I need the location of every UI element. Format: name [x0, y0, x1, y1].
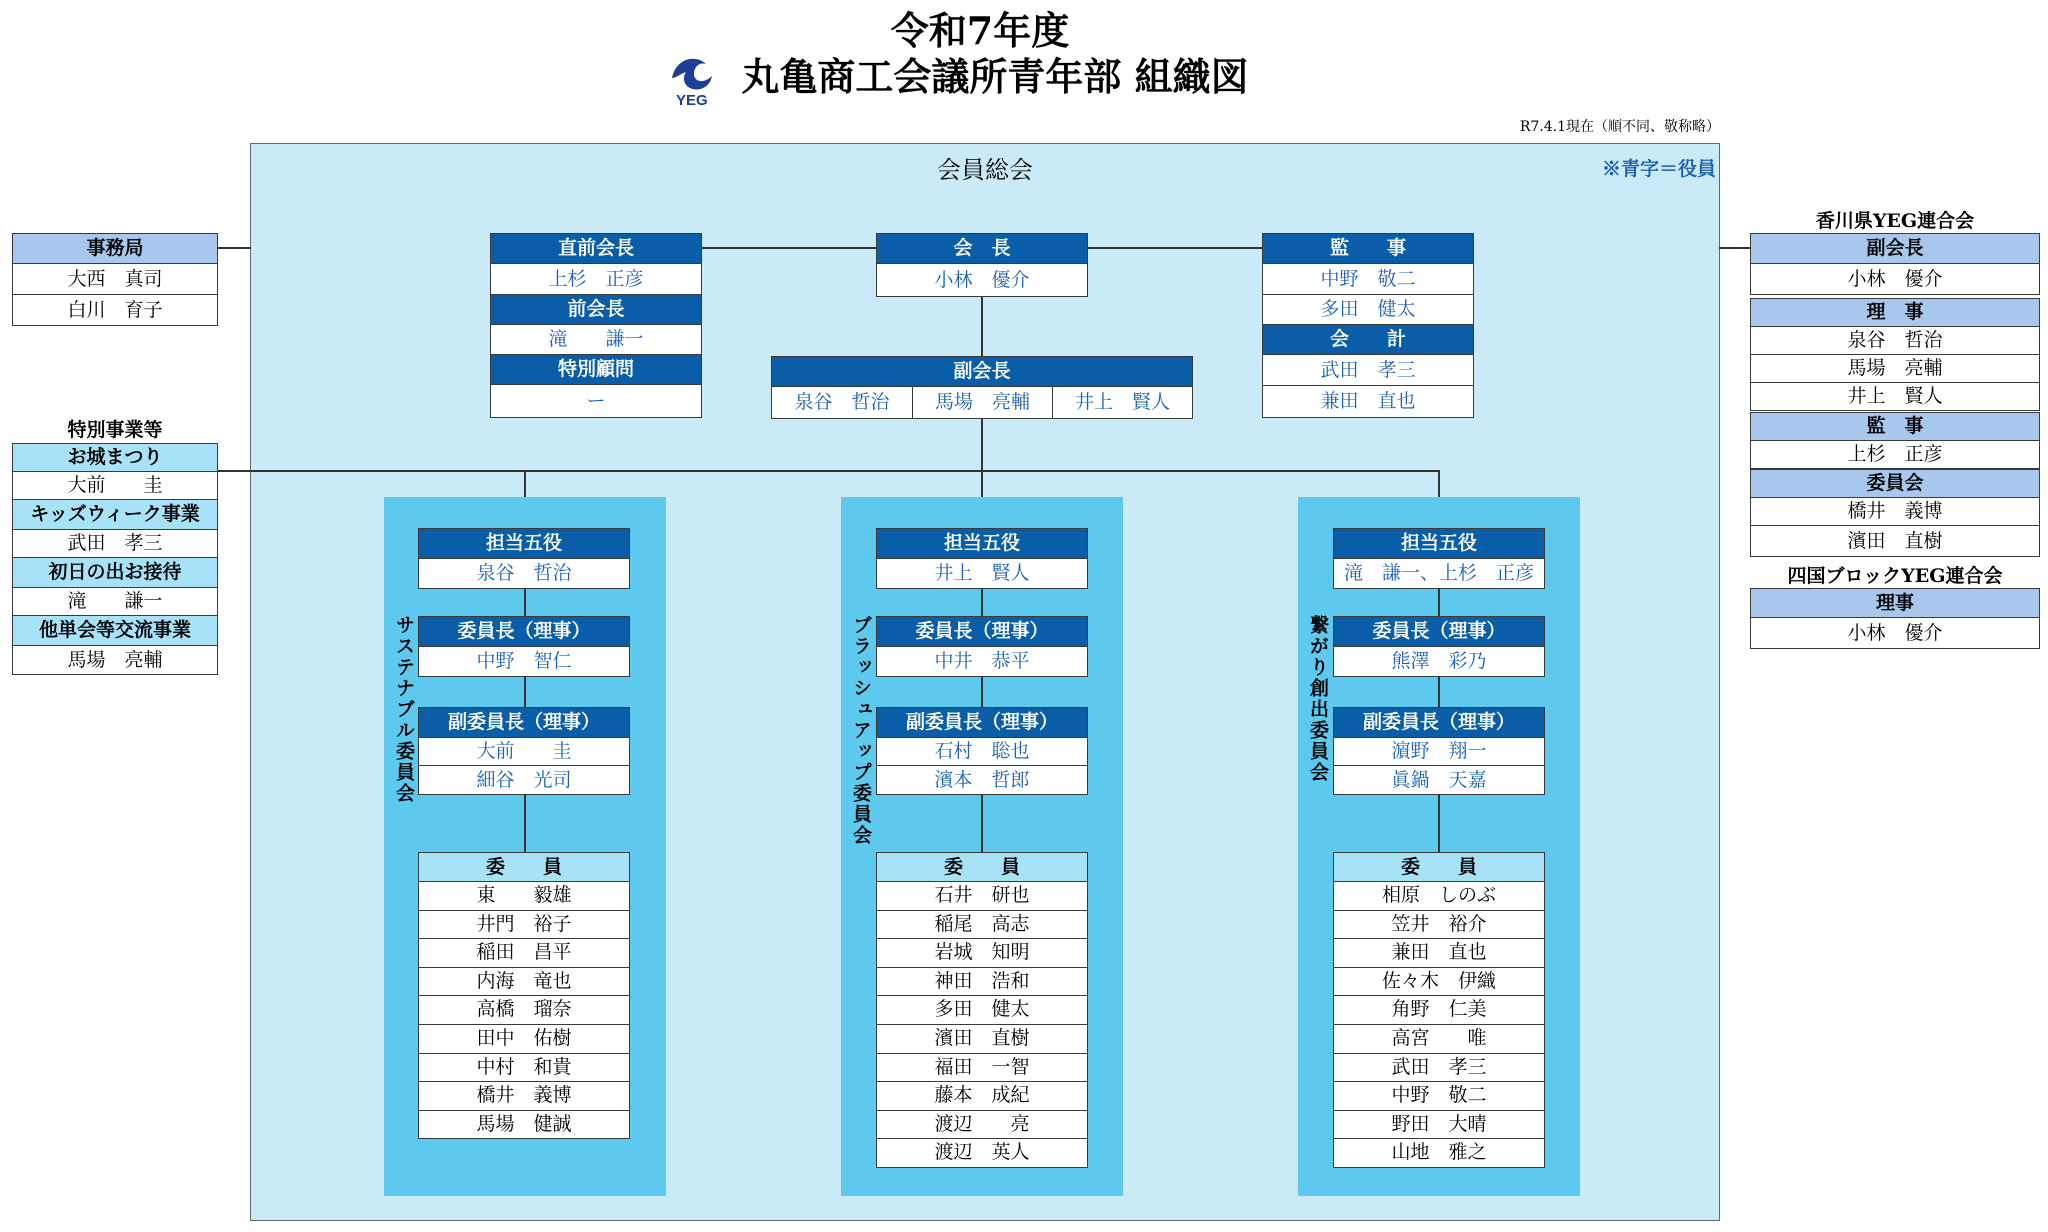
special-advisor-member: ー [490, 384, 702, 418]
committee-member: 中村 和貴 [418, 1053, 630, 1083]
connector-secretariat [218, 247, 251, 249]
committee-member: 兼田 直也 [1333, 938, 1545, 968]
kagawa-auditor-heading: 監 事 [1750, 412, 2040, 441]
title-year: 令和7年度 [890, 8, 1070, 53]
kagawa-committee-member: 濱田 直樹 [1750, 525, 2040, 557]
connector-prev-president [701, 247, 877, 249]
accountant-heading: 会 計 [1262, 324, 1474, 355]
chair-heading: 委員長（理事） [876, 616, 1088, 647]
special-project-heading: お城まつり [12, 443, 218, 472]
committee-member: 稲田 昌平 [418, 938, 630, 968]
vice-chair-member: 眞鍋 天嘉 [1333, 765, 1545, 795]
auditor-member: 中野 敬二 [1262, 263, 1474, 295]
vice-chair-heading: 副委員長（理事） [418, 707, 630, 738]
chair-member: 熊澤 彩乃 [1333, 646, 1545, 677]
auditor-member: 多田 健太 [1262, 294, 1474, 325]
chair-heading: 委員長（理事） [418, 616, 630, 647]
committee-member: 岩城 知明 [876, 938, 1088, 968]
chair-heading: 委員長（理事） [1333, 616, 1545, 647]
special-project-member: 武田 孝三 [12, 529, 218, 558]
secretariat-heading: 事務局 [12, 233, 218, 264]
committee-member: 角野 仁美 [1333, 995, 1545, 1025]
vice-chair-member: 濵野 翔一 [1333, 737, 1545, 766]
committee-member: 田中 佑樹 [418, 1024, 630, 1054]
committee-member: 笠井 裕介 [1333, 910, 1545, 940]
committee-name: ブラッシュアップ委員会 [850, 615, 872, 846]
vice-president-member: 井上 賢人 [1052, 386, 1193, 419]
kagawa-director-member: 井上 賢人 [1750, 382, 2040, 411]
vice-chair-heading: 副委員長（理事） [876, 707, 1088, 738]
kagawa-committee-member: 橋井 義博 [1750, 497, 2040, 526]
committee-member: 内海 竜也 [418, 967, 630, 997]
former-president-heading: 前会長 [490, 294, 702, 325]
kagawa-title: 香川県YEG連合会 [1815, 210, 1975, 232]
special-project-member: 大前 圭 [12, 471, 218, 500]
connector [981, 795, 983, 853]
kagawa-vp-member: 小林 優介 [1750, 263, 2040, 295]
committee-member: 濱田 直樹 [876, 1024, 1088, 1054]
connector [524, 677, 526, 708]
committee-member: 東 毅雄 [418, 881, 630, 911]
connector [1438, 589, 1440, 617]
connector [524, 795, 526, 853]
officer-heading: 担当五役 [876, 528, 1088, 559]
connector [981, 589, 983, 617]
connector-kagawa [1719, 247, 1751, 249]
vice-president-member: 馬場 亮輔 [912, 386, 1053, 419]
committee-member: 多田 健太 [876, 995, 1088, 1025]
kagawa-committee-heading: 委員会 [1750, 469, 2040, 498]
special-advisor-heading: 特別顧問 [490, 354, 702, 385]
committee-name: サステナブル委員会 [393, 615, 415, 804]
committee-member: 福田 一智 [876, 1053, 1088, 1083]
committee-member: 神田 浩和 [876, 967, 1088, 997]
committee-member: 稲尾 高志 [876, 910, 1088, 940]
committee-member: 野田 大晴 [1333, 1110, 1545, 1140]
shikoku-director-heading: 理事 [1750, 588, 2040, 618]
legend-note: ※青字＝役員 [1601, 158, 1716, 180]
committee-member: 相原 しのぶ [1333, 881, 1545, 911]
connector [1438, 795, 1440, 853]
secretariat-member: 大西 真司 [12, 263, 218, 295]
shikoku-director-member: 小林 優介 [1750, 617, 2040, 649]
connector [981, 677, 983, 708]
vice-president-heading: 副会長 [771, 356, 1193, 387]
connector-auditor [1087, 247, 1263, 249]
members-heading: 委 員 [1333, 852, 1545, 882]
accountant-member: 武田 孝三 [1262, 354, 1474, 386]
vice-chair-member: 細谷 光司 [418, 765, 630, 795]
yeg-logo-icon [666, 48, 722, 108]
vice-chair-member: 石村 聡也 [876, 737, 1088, 766]
committee-member: 馬場 健誠 [418, 1110, 630, 1140]
secretariat-member: 白川 育子 [12, 294, 218, 326]
prev-president-member: 上杉 正彦 [490, 263, 702, 295]
yeg-logo-text: YEG [676, 92, 708, 108]
kagawa-director-member: 馬場 亮輔 [1750, 354, 2040, 383]
committee-member: 井門 裕子 [418, 910, 630, 940]
former-president-member: 滝 謙一 [490, 324, 702, 355]
chair-member: 中井 恭平 [876, 646, 1088, 677]
prev-president-heading: 直前会長 [490, 233, 702, 264]
committee-name: 繋がり創出委員会 [1307, 615, 1329, 783]
committee-member: 武田 孝三 [1333, 1053, 1545, 1083]
vice-chair-member: 濱本 哲郎 [876, 765, 1088, 795]
officer-heading: 担当五役 [418, 528, 630, 559]
shikoku-title: 四国ブロックYEG連合会 [1787, 565, 2003, 587]
committee-member: 石井 研也 [876, 881, 1088, 911]
connector [524, 589, 526, 617]
members-heading: 委 員 [876, 852, 1088, 882]
accountant-member: 兼田 直也 [1262, 385, 1474, 418]
committee-member: 渡辺 亮 [876, 1110, 1088, 1140]
committee-member: 渡辺 英人 [876, 1138, 1088, 1168]
committee-member: 藤本 成紀 [876, 1081, 1088, 1111]
auditor-heading: 監 事 [1262, 233, 1474, 264]
kagawa-director-member: 泉谷 哲治 [1750, 326, 2040, 355]
kagawa-auditor-member: 上杉 正彦 [1750, 440, 2040, 469]
officer-member: 井上 賢人 [876, 558, 1088, 589]
kagawa-vp-heading: 副会長 [1750, 233, 2040, 264]
connector-horizontal-main [218, 470, 1440, 472]
special-projects-title: 特別事業等 [67, 419, 163, 441]
general-assembly-title: 会員総会 [937, 156, 1033, 184]
chair-member: 中野 智仁 [418, 646, 630, 677]
committee-member: 山地 雅之 [1333, 1138, 1545, 1168]
title-organization: 丸亀商工会議所青年部 組織図 [741, 54, 1249, 99]
committee-member: 中野 敬二 [1333, 1081, 1545, 1111]
vice-chair-heading: 副委員長（理事） [1333, 707, 1545, 738]
president-member: 小林 優介 [876, 263, 1088, 297]
connector [1438, 677, 1440, 708]
members-heading: 委 員 [418, 852, 630, 882]
officer-member: 滝 謙一、上杉 正彦 [1333, 558, 1545, 589]
special-project-member: 馬場 亮輔 [12, 645, 218, 675]
special-project-heading: 他単会等交流事業 [12, 615, 218, 646]
committee-member: 高宮 唯 [1333, 1024, 1545, 1054]
special-project-member: 滝 謙一 [12, 587, 218, 616]
special-project-heading: 初日の出お接待 [12, 557, 218, 588]
president-heading: 会 長 [876, 233, 1088, 264]
vice-president-member: 泉谷 哲治 [771, 386, 913, 419]
as-of-date: R7.4.1現在（順不同、敬称略） [1519, 119, 1720, 135]
officer-heading: 担当五役 [1333, 528, 1545, 559]
officer-member: 泉谷 哲治 [418, 558, 630, 589]
special-project-heading: キッズウィーク事業 [12, 499, 218, 530]
committee-member: 佐々木 伊織 [1333, 967, 1545, 997]
kagawa-directors-heading: 理 事 [1750, 298, 2040, 327]
committee-member: 橋井 義博 [418, 1081, 630, 1111]
vice-chair-member: 大前 圭 [418, 737, 630, 766]
committee-member: 高橋 瑠奈 [418, 995, 630, 1025]
